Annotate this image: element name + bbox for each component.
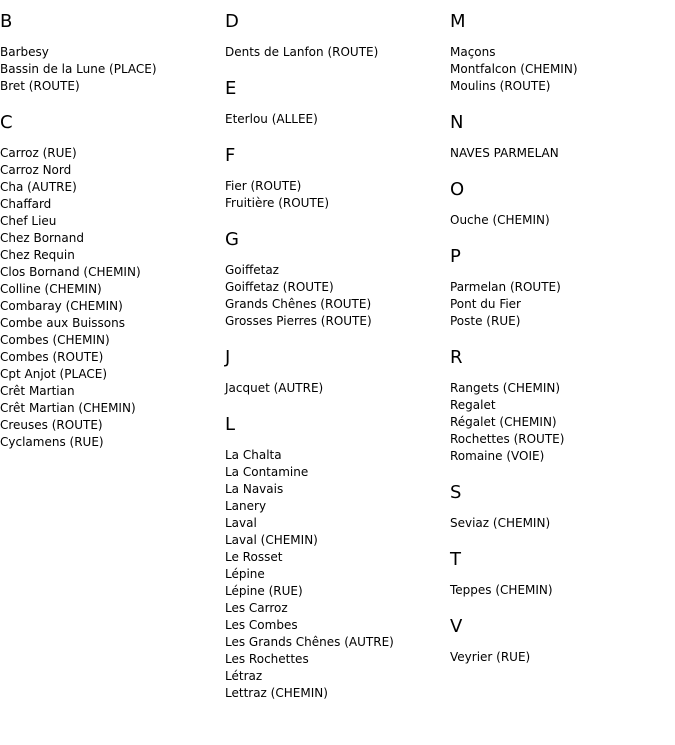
street-name: Chaffard xyxy=(0,197,52,211)
street-name: Lanery xyxy=(225,499,267,513)
street-name: Crêt Martian xyxy=(0,384,75,398)
street-name: Teppes (CHEMIN) xyxy=(450,583,553,597)
street-name: Cha (AUTRE) xyxy=(0,180,77,194)
letter-heading: O xyxy=(450,179,465,200)
street-name: Jacquet (AUTRE) xyxy=(225,381,324,395)
street-name: Poste (RUE) xyxy=(450,314,521,328)
street-name: Chez Requin xyxy=(0,248,75,262)
street-name: Cpt Anjot (PLACE) xyxy=(0,367,108,381)
street-name: Goiffetaz (ROUTE) xyxy=(225,280,334,294)
letter-heading: M xyxy=(450,11,466,32)
street-name: Goiffetaz xyxy=(225,263,279,277)
street-list xyxy=(450,212,670,229)
letter-heading: N xyxy=(450,112,464,133)
street-name: Bassin de la Lune (PLACE) xyxy=(0,62,157,76)
letter-group xyxy=(0,111,220,451)
street-name: Laval (CHEMIN) xyxy=(225,533,318,547)
letter-group xyxy=(225,228,445,330)
street-list xyxy=(450,649,670,666)
street-name: Romaine (VOIE) xyxy=(450,449,545,463)
street-name: Carroz Nord xyxy=(0,163,72,177)
street-name: Les Rochettes xyxy=(225,652,309,666)
letter-group xyxy=(225,144,445,212)
letter-group xyxy=(225,10,445,61)
letter-heading: V xyxy=(450,616,463,637)
street-name: Barbesy xyxy=(0,45,49,59)
letter-group xyxy=(225,77,445,128)
street-name: Fier (ROUTE) xyxy=(225,179,302,193)
street-name: Les Combes xyxy=(225,618,298,632)
letter-group xyxy=(450,10,670,95)
street-name: La Navais xyxy=(225,482,284,496)
letter-group xyxy=(450,245,670,330)
letter-heading: P xyxy=(450,246,461,267)
street-name: Grands Chênes (ROUTE) xyxy=(225,297,372,311)
street-name: Veyrier (RUE) xyxy=(450,650,531,664)
street-name: Eterlou (ALLEE) xyxy=(225,112,318,126)
letter-heading: B xyxy=(0,11,13,32)
street-name: Régalet (CHEMIN) xyxy=(450,415,557,429)
letter-heading: S xyxy=(450,482,462,503)
street-list xyxy=(450,582,670,599)
street-name: Létraz xyxy=(225,669,263,683)
street-name: Combes (ROUTE) xyxy=(0,350,104,364)
street-list xyxy=(225,262,445,330)
letter-heading: E xyxy=(225,78,237,99)
letter-heading: C xyxy=(0,112,13,133)
letter-heading: J xyxy=(225,347,231,368)
letter-heading: T xyxy=(450,549,461,570)
street-name: La Contamine xyxy=(225,465,309,479)
letter-heading: G xyxy=(225,229,239,250)
street-name: Pont du Fier xyxy=(450,297,521,311)
letter-heading: L xyxy=(225,414,236,435)
letter-group xyxy=(450,178,670,229)
street-name: Parmelan (ROUTE) xyxy=(450,280,561,294)
street-list xyxy=(450,515,670,532)
street-name: Crêt Martian (CHEMIN) xyxy=(0,401,136,415)
street-name: Le Rosset xyxy=(225,550,283,564)
letter-group xyxy=(225,413,445,702)
street-list xyxy=(450,44,670,95)
letter-heading: F xyxy=(225,145,236,166)
street-name: Les Grands Chênes (AUTRE) xyxy=(225,635,394,649)
street-name: Carroz (RUE) xyxy=(0,146,77,160)
street-name: Colline (CHEMIN) xyxy=(0,282,102,296)
letter-group xyxy=(450,481,670,532)
street-list xyxy=(225,178,445,212)
street-name: Lépine xyxy=(225,567,265,581)
street-name: Cyclamens (RUE) xyxy=(0,435,104,449)
street-name: Regalet xyxy=(450,398,496,412)
street-name: Bret (ROUTE) xyxy=(0,79,80,93)
letter-group xyxy=(225,346,445,397)
column-2 xyxy=(225,10,445,718)
street-list xyxy=(225,447,445,702)
street-name: Combaray (CHEMIN) xyxy=(0,299,123,313)
street-name: Grosses Pierres (ROUTE) xyxy=(225,314,372,328)
street-name: Moulins (ROUTE) xyxy=(450,79,551,93)
street-name: Clos Bornand (CHEMIN) xyxy=(0,265,141,279)
letter-group xyxy=(450,346,670,465)
letter-heading: R xyxy=(450,347,463,368)
street-name: Chez Bornand xyxy=(0,231,84,245)
street-name: Dents de Lanfon (ROUTE) xyxy=(225,45,379,59)
street-name: Les Carroz xyxy=(225,601,288,615)
street-name: Laval xyxy=(225,516,257,530)
letter-heading: D xyxy=(225,11,239,32)
street-list xyxy=(225,380,445,397)
street-name: Maçons xyxy=(450,45,496,59)
street-list xyxy=(450,279,670,330)
street-name: Fruitière (ROUTE) xyxy=(225,196,330,210)
street-list xyxy=(450,380,670,465)
street-name: La Chalta xyxy=(225,448,282,462)
street-name: Rochettes (ROUTE) xyxy=(450,432,565,446)
letter-group xyxy=(450,548,670,599)
letter-group xyxy=(450,615,670,666)
street-name: Combes (CHEMIN) xyxy=(0,333,110,347)
street-list xyxy=(225,44,445,61)
street-name: Ouche (CHEMIN) xyxy=(450,213,550,227)
street-list xyxy=(0,44,220,95)
street-list xyxy=(225,111,445,128)
street-name: NAVES PARMELAN xyxy=(450,146,559,160)
street-name: Lépine (RUE) xyxy=(225,584,303,598)
street-name: Montfalcon (CHEMIN) xyxy=(450,62,578,76)
street-name: Chef Lieu xyxy=(0,214,57,228)
letter-group xyxy=(450,111,670,162)
street-name: Creuses (ROUTE) xyxy=(0,418,103,432)
letter-group xyxy=(0,10,220,95)
column-3 xyxy=(450,10,670,682)
column-1 xyxy=(0,10,220,467)
street-name: Combe aux Buissons xyxy=(0,316,125,330)
street-name: Rangets (CHEMIN) xyxy=(450,381,561,395)
street-list xyxy=(0,145,220,451)
street-name: Lettraz (CHEMIN) xyxy=(225,686,328,700)
street-name: Seviaz (CHEMIN) xyxy=(450,516,551,530)
street-list xyxy=(450,145,670,162)
